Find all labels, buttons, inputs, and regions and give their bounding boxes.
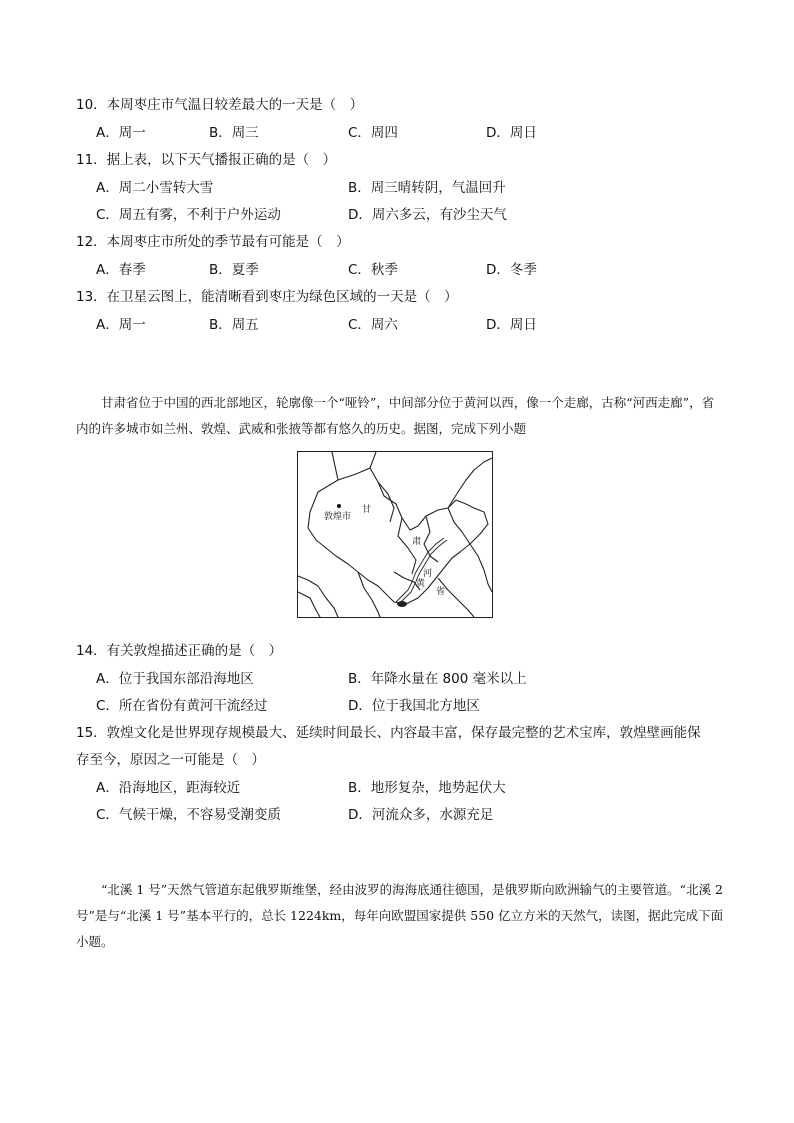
border-east-2 xyxy=(470,544,492,592)
q15-stem-line1: 15．敦煌文化是世界现存规模最大、延续时间最长、内容最丰富，保存最完整的艺术宝库，敦煌壁画能保 xyxy=(76,725,701,741)
border-east-top xyxy=(448,458,492,508)
gansu-map-svg xyxy=(298,452,492,617)
q14-option-b[interactable]: B．年降水量在 800 毫米以上 xyxy=(348,671,527,687)
q14-stem: 14．有关敦煌描述正确的是（ ） xyxy=(76,643,283,659)
q12-option-d[interactable]: D．冬季 xyxy=(486,262,537,278)
border-south-2 xyxy=(298,592,320,617)
q14-option-c[interactable]: C．所在省份有黄河干流经过 xyxy=(96,698,268,714)
q10-option-c[interactable]: C．周四 xyxy=(348,125,398,141)
q14-option-a[interactable]: A．位于我国东部沿海地区 xyxy=(96,671,254,687)
border-south-4 xyxy=(438,578,474,617)
map-char-su: 肃 xyxy=(412,537,422,547)
q15-option-a[interactable]: A．沿海地区，距海较近 xyxy=(96,780,241,796)
lake-shape xyxy=(397,601,407,607)
q15-option-b[interactable]: B．地形复杂，地势起伏大 xyxy=(348,780,506,796)
passage-nord-stream: “北溪 1 号”天然气管道东起俄罗斯维堡，经由波罗的海海底通往德国，是俄罗斯向欧洲输气的主要管道。“北溪 2 号”是与“北溪 1 号”基本平行的，总长 1224km，每年向欧盟国家提供 550 亿立方米的天然气，读图，据此完成下面小题。 xyxy=(76,882,724,949)
q11-option-b[interactable]: B．周三晴转阴，气温回升 xyxy=(348,180,506,196)
q12-option-a[interactable]: A．春季 xyxy=(96,262,146,278)
map-char-huang: 黄 xyxy=(416,579,426,589)
map-char-he: 河 xyxy=(423,569,433,579)
q13-option-b[interactable]: B．周五 xyxy=(209,317,259,333)
q15-option-c[interactable]: C．气候干燥，不容易受潮变质 xyxy=(96,807,281,823)
q11-option-d[interactable]: D．周六多云，有沙尘天气 xyxy=(348,207,507,223)
border-north xyxy=(370,452,376,468)
q13-option-c[interactable]: C．周六 xyxy=(348,317,398,333)
border-south-3 xyxy=(358,572,380,617)
gansu-map xyxy=(297,451,493,618)
q14-option-d[interactable]: D．位于我国北方地区 xyxy=(348,698,480,714)
q15-stem-line2: 存至今，原因之一可能是（ ） xyxy=(76,752,265,768)
inner-line-4 xyxy=(448,508,470,544)
map-char-sheng: 省 xyxy=(436,587,446,597)
q10-stem: 10．本周枣庄市气温日较差最大的一天是（ ） xyxy=(76,97,364,113)
border-south-1 xyxy=(298,576,338,617)
q10-option-b[interactable]: B．周三 xyxy=(209,125,259,141)
q12-stem: 12．本周枣庄市所处的季节最有可能是（ ） xyxy=(76,234,350,250)
q10-option-a[interactable]: A．周一 xyxy=(96,125,146,141)
q11-option-a[interactable]: A．周二小雪转大雪 xyxy=(96,180,214,196)
q13-option-a[interactable]: A．周一 xyxy=(96,317,146,333)
dunhuang-label: 敦煌市 xyxy=(324,512,352,522)
q11-option-c[interactable]: C．周五有雾，不利于户外运动 xyxy=(96,207,281,223)
q15-option-d[interactable]: D．河流众多，水源充足 xyxy=(348,807,494,823)
q11-stem: 11．据上表，以下天气播报正确的是（ ） xyxy=(76,152,337,168)
q10-option-d[interactable]: D．周日 xyxy=(486,125,537,141)
q13-option-d[interactable]: D．周日 xyxy=(486,317,537,333)
q12-option-c[interactable]: C．秋季 xyxy=(348,262,398,278)
dunhuang-city-dot xyxy=(337,504,341,508)
border-upper xyxy=(332,452,338,480)
q13-stem: 13．在卫星云图上，能清晰看到枣庄为绿色区域的一天是（ ） xyxy=(76,289,458,305)
q12-option-b[interactable]: B．夏季 xyxy=(209,262,259,278)
passage-gansu: 甘肃省位于中国的西北部地区，轮廓像一个“哑铃”，中间部分位于黄河以西，像一个走廊，古称“河西走廊”，省内的许多城市如兰州、敦煌、武威和张掖等都有悠久的历史。据图，完成下列小题 xyxy=(76,395,715,436)
map-char-gan: 甘 xyxy=(362,505,372,515)
